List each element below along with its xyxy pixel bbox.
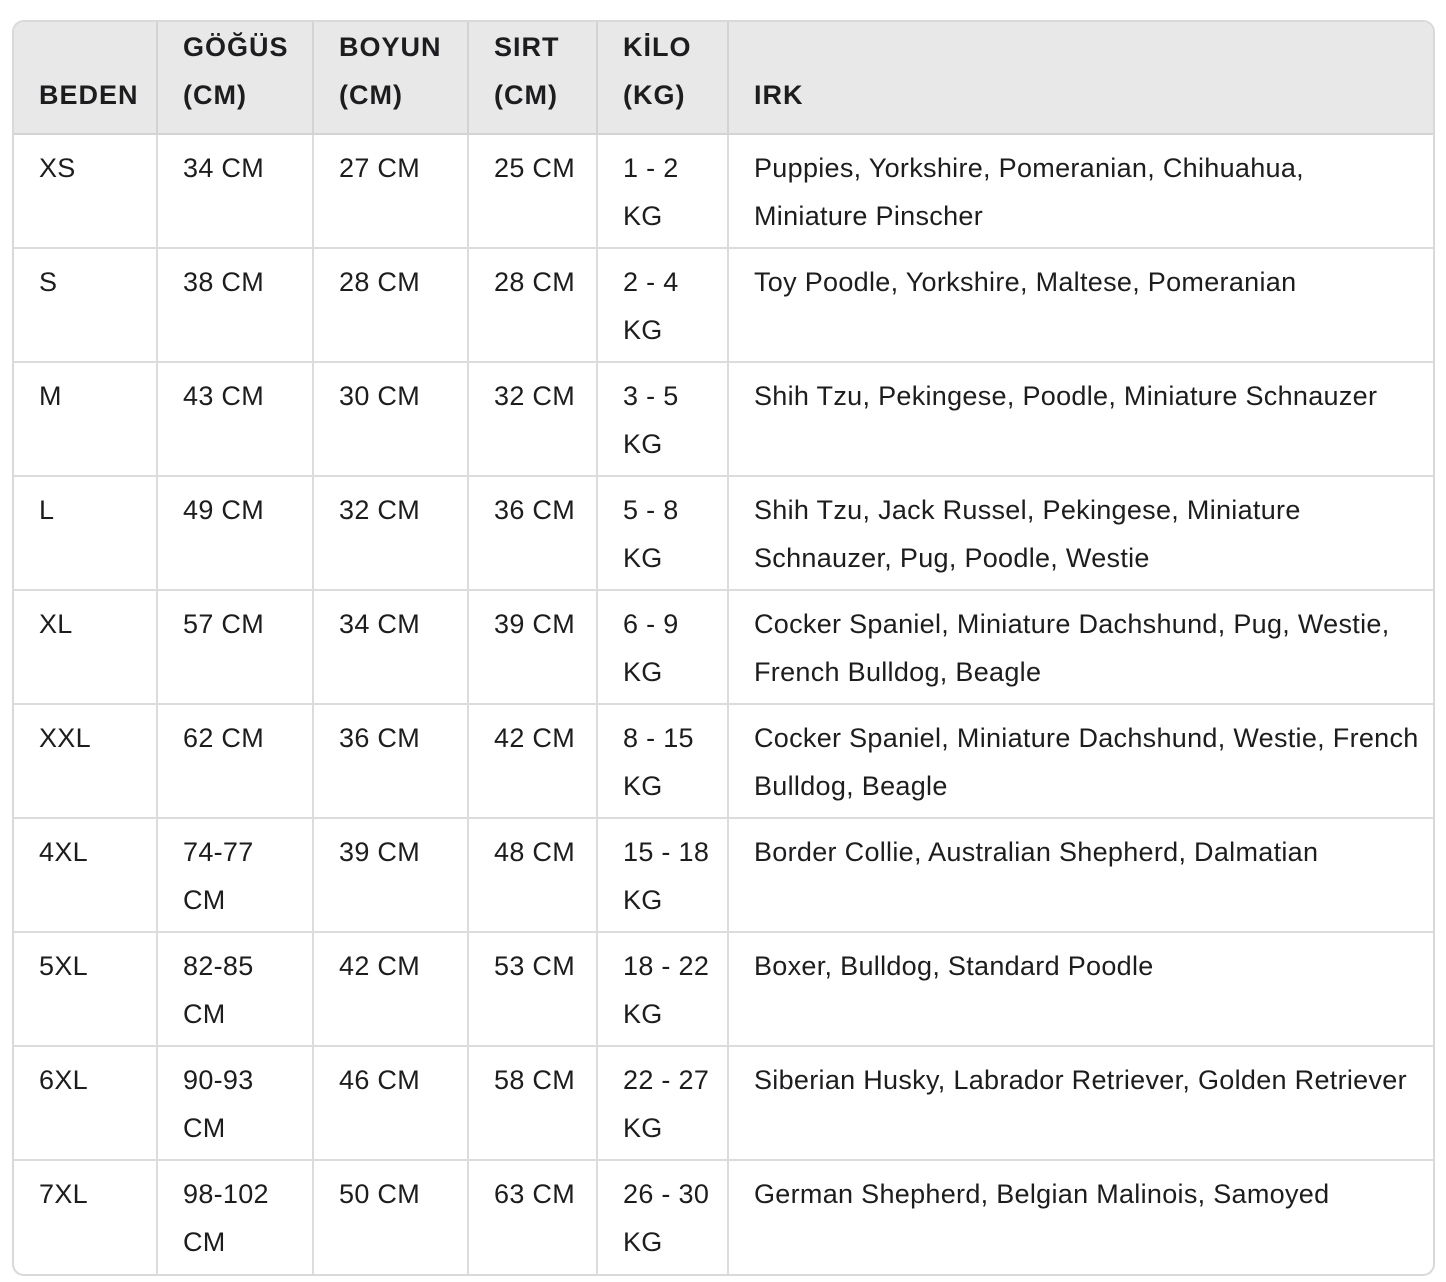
cell-kilo: 8 - 15 KG: [597, 704, 728, 818]
cell-boyun: 39 CM: [313, 818, 468, 932]
header-sirt: SIRT (CM): [468, 22, 597, 134]
cell-irk: Boxer, Bulldog, Standard Poodle: [728, 932, 1433, 1046]
cell-boyun: 50 CM: [313, 1160, 468, 1274]
cell-kilo: 5 - 8 KG: [597, 476, 728, 590]
cell-beden: S: [14, 248, 157, 362]
cell-beden: XL: [14, 590, 157, 704]
cell-gogus: 57 CM: [157, 590, 313, 704]
table-row: [14, 590, 1433, 704]
cell-kilo: 18 - 22 KG: [597, 932, 728, 1046]
cell-sirt: 58 CM: [468, 1046, 597, 1160]
cell-boyun: 36 CM: [313, 704, 468, 818]
cell-irk: Border Collie, Australian Shepherd, Dalmatian: [728, 818, 1433, 932]
cell-gogus: 49 CM: [157, 476, 313, 590]
header-beden: BEDEN: [14, 22, 157, 134]
cell-sirt: 53 CM: [468, 932, 597, 1046]
header-boyun: BOYUN (CM): [313, 22, 468, 134]
cell-beden: M: [14, 362, 157, 476]
table-row: [14, 248, 1433, 362]
cell-sirt: 42 CM: [468, 704, 597, 818]
cell-sirt: 25 CM: [468, 134, 597, 248]
table-row: [14, 476, 1433, 590]
table-row: [14, 818, 1433, 932]
cell-gogus: 98-102 CM: [157, 1160, 313, 1274]
cell-irk: Cocker Spaniel, Miniature Dachshund, Westie, French Bulldog, Beagle: [728, 704, 1433, 818]
cell-gogus: 82-85 CM: [157, 932, 313, 1046]
cell-gogus: 62 CM: [157, 704, 313, 818]
cell-beden: 5XL: [14, 932, 157, 1046]
cell-boyun: 28 CM: [313, 248, 468, 362]
cell-gogus: 38 CM: [157, 248, 313, 362]
cell-irk: Siberian Husky, Labrador Retriever, Golden Retriever: [728, 1046, 1433, 1160]
cell-boyun: 34 CM: [313, 590, 468, 704]
cell-beden: 6XL: [14, 1046, 157, 1160]
cell-boyun: 30 CM: [313, 362, 468, 476]
cell-gogus: 43 CM: [157, 362, 313, 476]
cell-sirt: 36 CM: [468, 476, 597, 590]
table-row: [14, 362, 1433, 476]
cell-sirt: 28 CM: [468, 248, 597, 362]
table-row: [14, 932, 1433, 1046]
cell-beden: 7XL: [14, 1160, 157, 1274]
cell-beden: 4XL: [14, 818, 157, 932]
header-gogus: GÖĞÜS (CM): [157, 22, 313, 134]
table-body: [14, 134, 1433, 1274]
table-row: [14, 1046, 1433, 1160]
cell-gogus: 74-77 CM: [157, 818, 313, 932]
cell-boyun: 27 CM: [313, 134, 468, 248]
size-chart-table: [14, 22, 1433, 1274]
cell-boyun: 32 CM: [313, 476, 468, 590]
cell-kilo: 22 - 27 KG: [597, 1046, 728, 1160]
table-row: [14, 134, 1433, 248]
cell-gogus: 34 CM: [157, 134, 313, 248]
header-kilo: KİLO (KG): [597, 22, 728, 134]
cell-boyun: 42 CM: [313, 932, 468, 1046]
cell-kilo: 6 - 9 KG: [597, 590, 728, 704]
cell-irk: Cocker Spaniel, Miniature Dachshund, Pug, Westie, French Bulldog, Beagle: [728, 590, 1433, 704]
table-row: [14, 1160, 1433, 1274]
cell-boyun: 46 CM: [313, 1046, 468, 1160]
cell-kilo: 26 - 30 KG: [597, 1160, 728, 1274]
cell-sirt: 39 CM: [468, 590, 597, 704]
cell-sirt: 48 CM: [468, 818, 597, 932]
cell-irk: Shih Tzu, Jack Russel, Pekingese, Miniature Schnauzer, Pug, Poodle, Westie: [728, 476, 1433, 590]
cell-kilo: 15 - 18 KG: [597, 818, 728, 932]
size-chart-table-container: [12, 20, 1435, 1276]
cell-gogus: 90-93 CM: [157, 1046, 313, 1160]
cell-beden: XS: [14, 134, 157, 248]
cell-kilo: 1 - 2 KG: [597, 134, 728, 248]
cell-irk: Toy Poodle, Yorkshire, Maltese, Pomeranian: [728, 248, 1433, 362]
cell-kilo: 2 - 4 KG: [597, 248, 728, 362]
cell-irk: German Shepherd, Belgian Malinois, Samoyed: [754, 1179, 1330, 1209]
table-header: [14, 22, 1433, 134]
table-row: [14, 704, 1433, 818]
cell-beden: XXL: [14, 704, 157, 818]
cell-kilo: 3 - 5 KG: [597, 362, 728, 476]
cell-irk: Puppies, Yorkshire, Pomeranian, Chihuahua, Miniature Pinscher: [728, 134, 1433, 248]
cell-irk: Shih Tzu, Pekingese, Poodle, Miniature Schnauzer: [728, 362, 1433, 476]
cell-sirt: 32 CM: [468, 362, 597, 476]
header-irk: IRK: [728, 22, 1433, 134]
cell-sirt: 63 CM: [468, 1160, 597, 1274]
cell-beden: L: [14, 476, 157, 590]
header-row: [14, 22, 1433, 134]
